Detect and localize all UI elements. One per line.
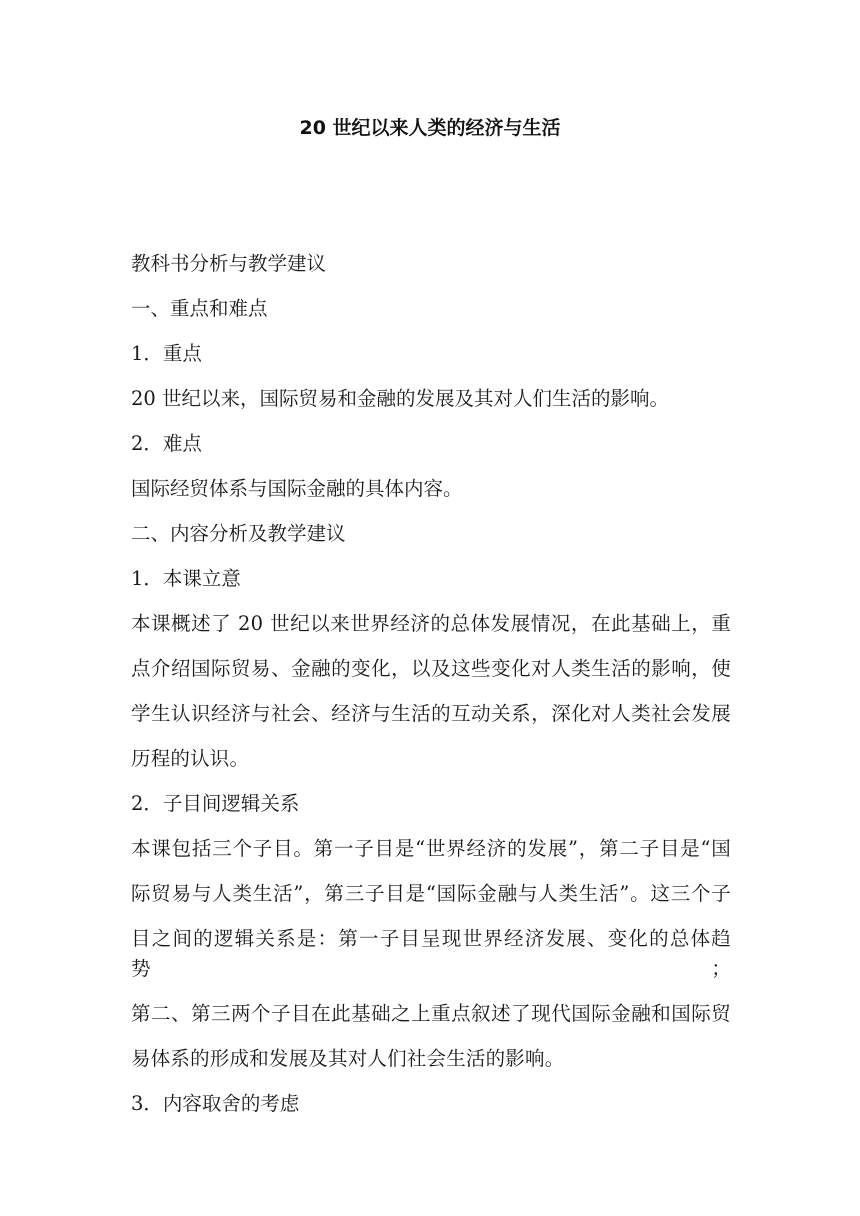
subheading-difficulty: 2．难点 xyxy=(131,432,202,455)
paragraph-line: 学生认识经济与社会、经济与生活的互动关系，深化对人类社会发展 xyxy=(131,702,731,725)
paragraph-line: 本课包括三个子目。第一子目是“世界经济的发展”，第二子目是“国 xyxy=(131,837,731,860)
lesson-purpose-paragraph xyxy=(131,609,731,774)
subsection-logic-paragraph xyxy=(131,834,731,1074)
subheading-key-point: 1．重点 xyxy=(131,342,202,365)
document-title: 20 世纪以来人类的经济与生活 xyxy=(299,117,561,139)
key-point-text: 20 世纪以来，国际贸易和金融的发展及其对人们生活的影响。 xyxy=(131,387,670,410)
paragraph-line: 第二、第三两个子目在此基础之上重点叙述了现代国际金融和国际贸 xyxy=(131,1002,731,1025)
subheading-lesson-purpose: 1．本课立意 xyxy=(131,567,241,590)
subheading-subsection-logic: 2．子目间逻辑关系 xyxy=(131,792,300,815)
section-heading-key-points: 一、重点和难点 xyxy=(131,297,268,320)
paragraph-line: 本课概述了 20 世纪以来世界经济的总体发展情况，在此基础上，重 xyxy=(131,612,731,635)
section-heading-textbook-analysis: 教科书分析与教学建议 xyxy=(131,252,327,275)
subheading-content-selection: 3．内容取舍的考虑 xyxy=(131,1092,300,1115)
difficulty-text: 国际经贸体系与国际金融的具体内容。 xyxy=(131,477,463,500)
paragraph-line: 目之间的逻辑关系是：第一子目呈现世界经济发展、变化的总体趋势； xyxy=(131,927,731,980)
document-body xyxy=(131,249,731,1134)
paragraph-line: 点介绍国际贸易、金融的变化，以及这些变化对人类生活的影响，使 xyxy=(131,657,731,680)
paragraph-line: 易体系的形成和发展及其对人们社会生活的影响。 xyxy=(131,1047,565,1070)
section-heading-content-analysis: 二、内容分析及教学建议 xyxy=(131,522,346,545)
paragraph-line: 历程的认识。 xyxy=(131,747,250,770)
paragraph-line: 际贸易与人类生活”，第三子目是“国际金融与人类生活”。这三个子 xyxy=(131,882,731,905)
